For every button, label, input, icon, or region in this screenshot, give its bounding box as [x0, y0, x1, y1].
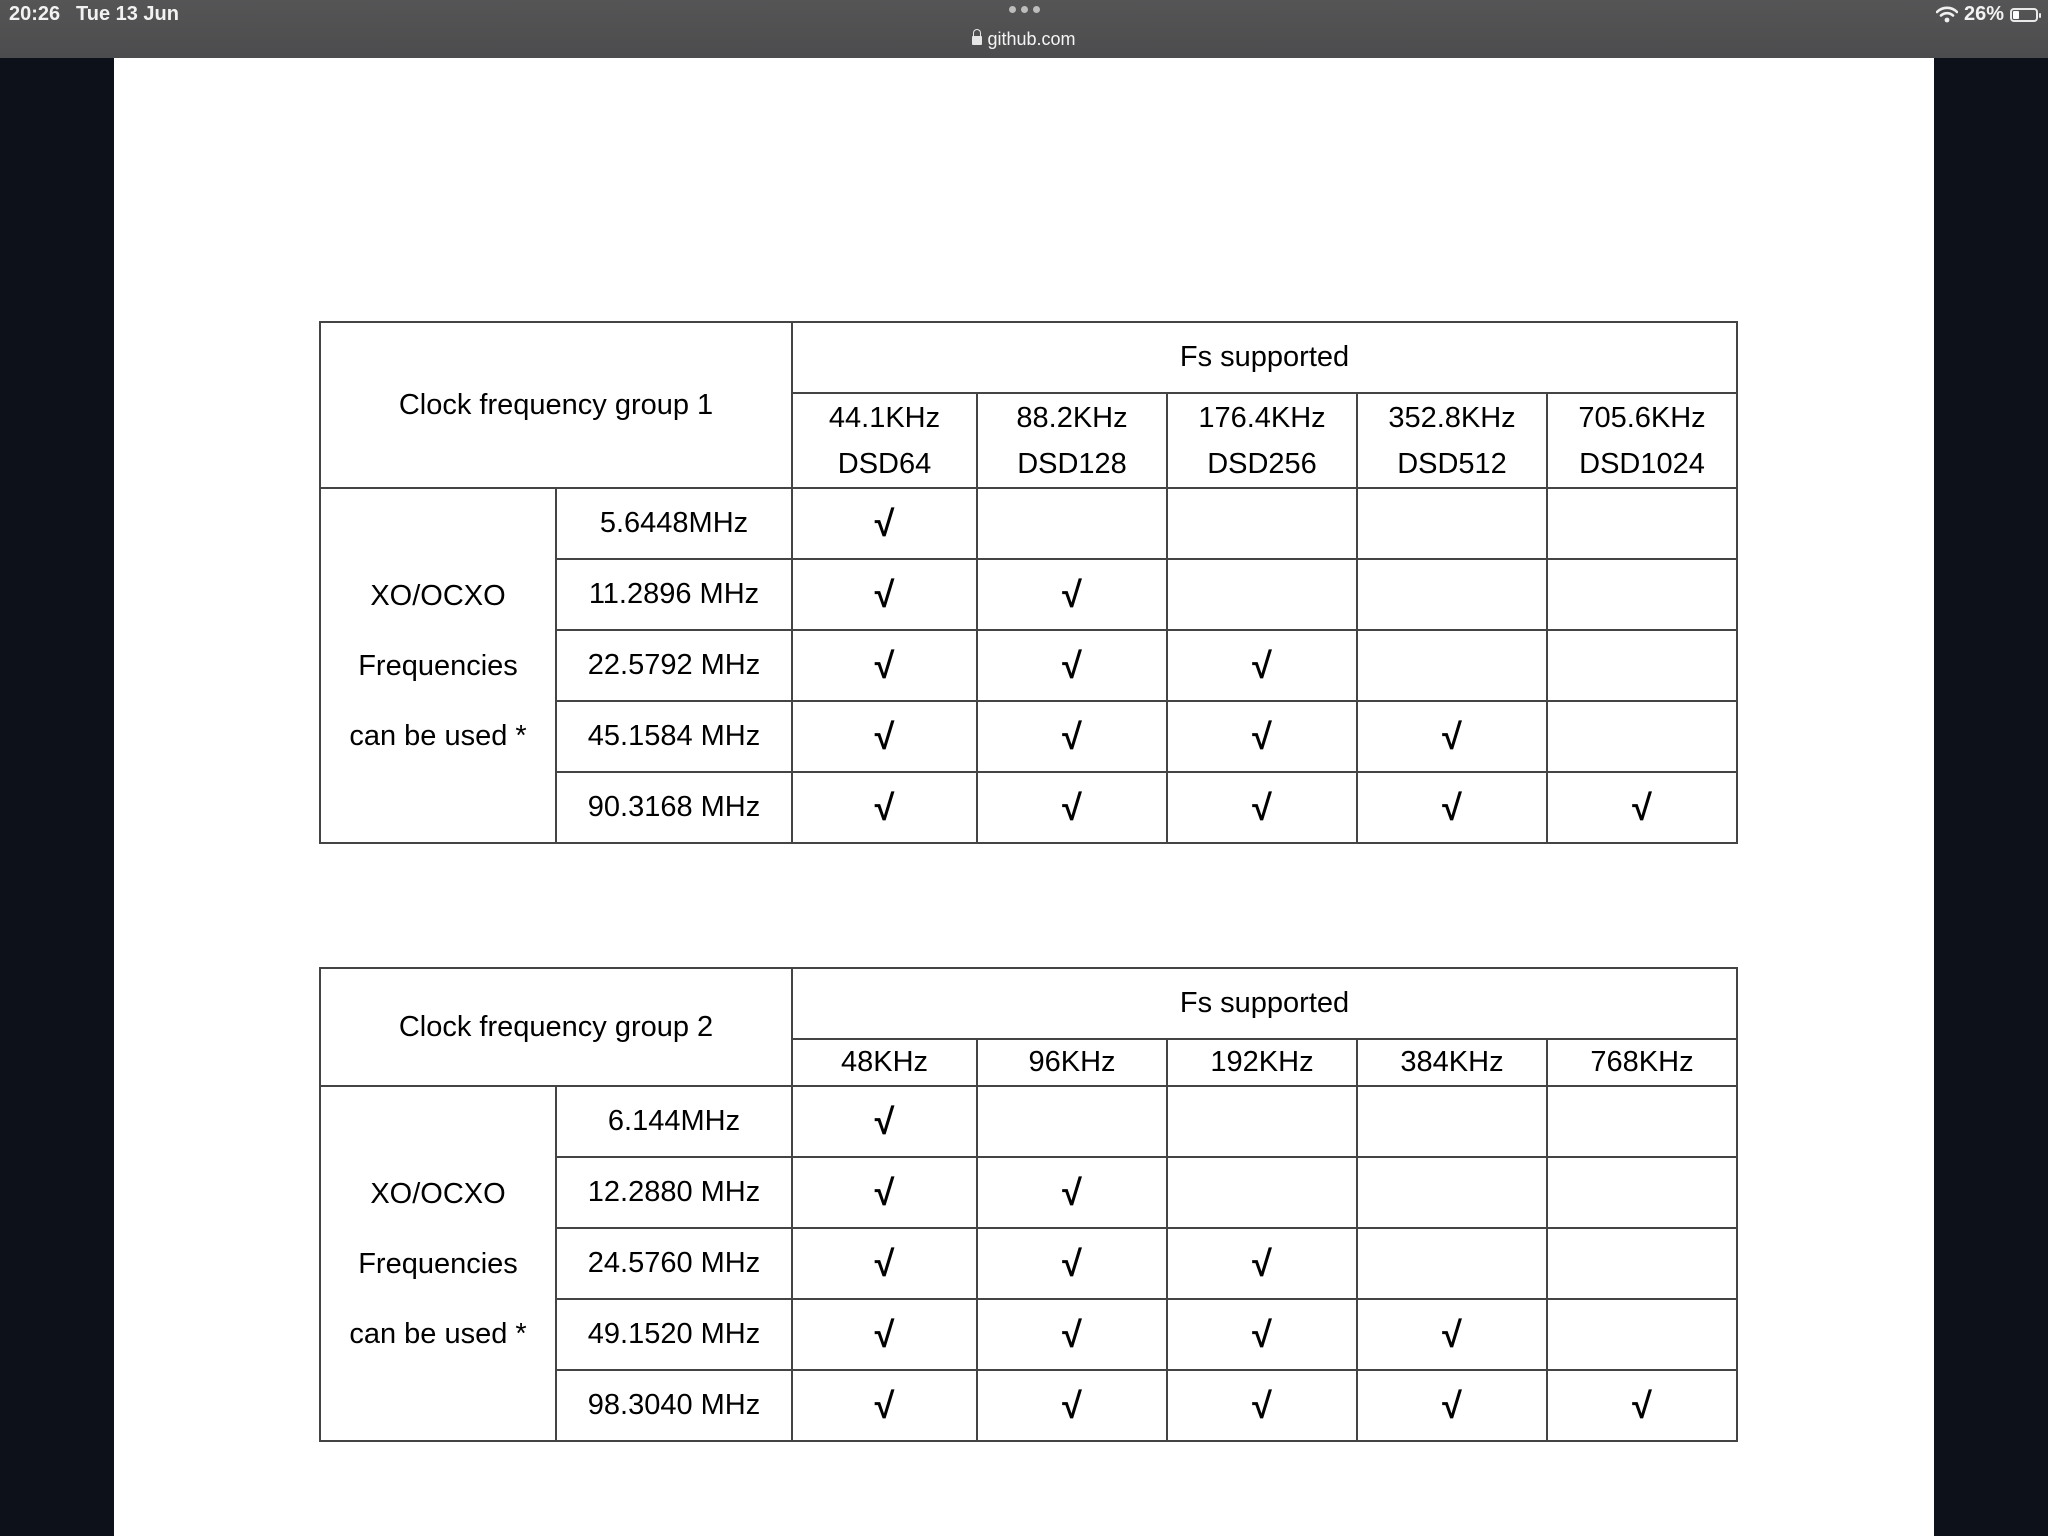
- check-cell: √: [977, 1157, 1167, 1228]
- column-header: 88.2KHz DSD128: [977, 393, 1167, 488]
- check-cell: [1167, 1086, 1357, 1157]
- check-cell: √: [792, 1157, 977, 1228]
- check-cell: √: [1357, 701, 1547, 772]
- check-cell: [1547, 1086, 1737, 1157]
- check-cell: [977, 1086, 1167, 1157]
- check-cell: [1167, 1157, 1357, 1228]
- group-title: Clock frequency group 2: [320, 968, 792, 1086]
- check-cell: [1547, 488, 1737, 559]
- check-cell: [1357, 630, 1547, 701]
- frequency-cell: 6.144MHz: [556, 1086, 792, 1157]
- check-cell: √: [977, 1370, 1167, 1441]
- frequency-cell: 90.3168 MHz: [556, 772, 792, 843]
- column-header: 768KHz: [1547, 1039, 1737, 1086]
- status-date: Tue 13 Jun: [76, 3, 179, 25]
- check-cell: [1547, 701, 1737, 772]
- column-header: 176.4KHz DSD256: [1167, 393, 1357, 488]
- fs-supported-header: Fs supported: [792, 322, 1737, 393]
- check-cell: √: [977, 1299, 1167, 1370]
- check-cell: [977, 488, 1167, 559]
- address-bar[interactable]: [0, 29, 2048, 50]
- check-cell: √: [1547, 1370, 1737, 1441]
- check-cell: [1167, 559, 1357, 630]
- check-cell: [1547, 1299, 1737, 1370]
- side-label: XO/OCXO Frequencies can be used *: [320, 1086, 556, 1441]
- column-header: 192KHz: [1167, 1039, 1357, 1086]
- frequency-cell: 22.5792 MHz: [556, 630, 792, 701]
- status-right: [1936, 3, 2038, 26]
- battery-icon: [2010, 8, 2038, 22]
- frequency-cell: 49.1520 MHz: [556, 1299, 792, 1370]
- check-cell: √: [1357, 772, 1547, 843]
- check-cell: [1547, 559, 1737, 630]
- side-label: XO/OCXO Frequencies can be used *: [320, 488, 556, 843]
- column-header: 96KHz: [977, 1039, 1167, 1086]
- column-header: 384KHz: [1357, 1039, 1547, 1086]
- check-cell: [1357, 1228, 1547, 1299]
- column-header: 44.1KHz DSD64: [792, 393, 977, 488]
- check-cell: √: [792, 1370, 977, 1441]
- check-cell: √: [792, 1086, 977, 1157]
- check-cell: √: [977, 559, 1167, 630]
- check-cell: √: [977, 772, 1167, 843]
- check-cell: [1547, 1157, 1737, 1228]
- check-cell: √: [1167, 1228, 1357, 1299]
- check-cell: √: [1167, 1299, 1357, 1370]
- frequency-cell: 24.5760 MHz: [556, 1228, 792, 1299]
- lock-icon: [972, 36, 982, 45]
- check-cell: √: [1547, 772, 1737, 843]
- check-cell: √: [977, 1228, 1167, 1299]
- check-cell: [1357, 559, 1547, 630]
- url-text: github.com: [987, 29, 1076, 49]
- frequency-cell: 45.1584 MHz: [556, 701, 792, 772]
- check-cell: √: [977, 630, 1167, 701]
- check-cell: √: [792, 630, 977, 701]
- column-header: 48KHz: [792, 1039, 977, 1086]
- status-time: 20:26: [9, 3, 61, 25]
- check-cell: √: [1167, 1370, 1357, 1441]
- clock-group-1-table: [319, 321, 1738, 844]
- check-cell: [1547, 630, 1737, 701]
- check-cell: √: [1357, 1370, 1547, 1441]
- check-cell: √: [1167, 772, 1357, 843]
- multitasking-dots-icon[interactable]: [1004, 6, 1044, 22]
- check-cell: [1167, 488, 1357, 559]
- frequency-cell: 12.2880 MHz: [556, 1157, 792, 1228]
- frequency-cell: 98.3040 MHz: [556, 1370, 792, 1441]
- clock-group-2-table: [319, 967, 1738, 1442]
- check-cell: √: [792, 701, 977, 772]
- check-cell: √: [977, 701, 1167, 772]
- column-header: 705.6KHz DSD1024: [1547, 393, 1737, 488]
- frequency-cell: 5.6448MHz: [556, 488, 792, 559]
- check-cell: [1357, 488, 1547, 559]
- check-cell: √: [1357, 1299, 1547, 1370]
- group-title: Clock frequency group 1: [320, 322, 792, 488]
- fs-supported-header: Fs supported: [792, 968, 1737, 1039]
- check-cell: √: [792, 488, 977, 559]
- check-cell: √: [792, 1228, 977, 1299]
- frequency-cell: 11.2896 MHz: [556, 559, 792, 630]
- table-row: [320, 488, 1737, 559]
- check-cell: √: [1167, 630, 1357, 701]
- check-cell: [1357, 1157, 1547, 1228]
- check-cell: √: [792, 559, 977, 630]
- page-content: [114, 58, 1934, 1536]
- table-row: [320, 1086, 1737, 1157]
- wifi-icon: [1936, 6, 1958, 23]
- check-cell: √: [1167, 701, 1357, 772]
- battery-percent: 26%: [1963, 3, 2004, 25]
- check-cell: [1547, 1228, 1737, 1299]
- check-cell: √: [792, 1299, 977, 1370]
- check-cell: √: [792, 772, 977, 843]
- status-bar: [0, 0, 2048, 58]
- column-header: 352.8KHz DSD512: [1357, 393, 1547, 488]
- check-cell: [1357, 1086, 1547, 1157]
